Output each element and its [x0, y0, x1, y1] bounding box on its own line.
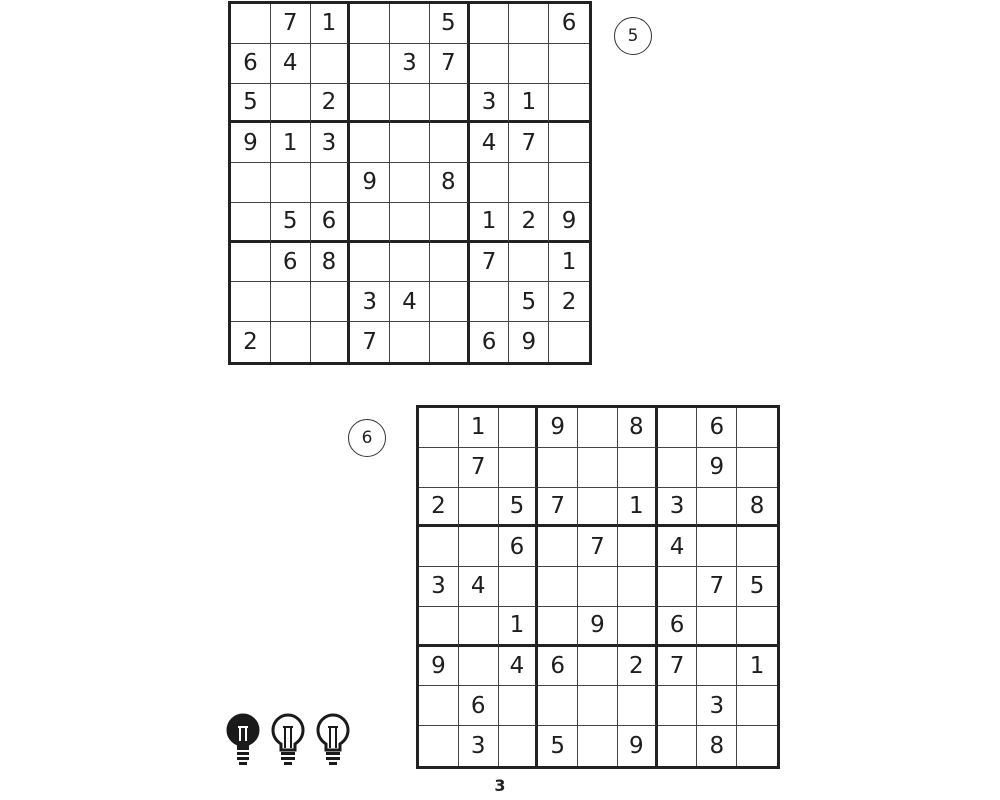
sudoku-cell — [430, 322, 470, 362]
sudoku-cell: 8 — [430, 163, 470, 203]
sudoku-cell — [538, 686, 578, 726]
sudoku-grid-puzzle-6 — [416, 405, 780, 769]
difficulty-rating — [224, 712, 352, 768]
sudoku-cell — [578, 686, 618, 726]
sudoku-cell: 1 — [618, 488, 658, 528]
lightbulb-icon-outline — [314, 712, 352, 768]
sudoku-cell — [499, 726, 539, 766]
sudoku-cell — [311, 322, 351, 362]
sudoku-cell — [538, 527, 578, 567]
sudoku-cell — [618, 567, 658, 607]
sudoku-cell: 9 — [350, 163, 390, 203]
sudoku-cell — [499, 686, 539, 726]
sudoku-cell — [509, 243, 549, 283]
sudoku-cell: 3 — [459, 726, 499, 766]
sudoku-cell — [350, 123, 390, 163]
sudoku-cell — [271, 322, 311, 362]
sudoku-cell: 6 — [231, 44, 271, 84]
sudoku-cell: 7 — [470, 243, 510, 283]
sudoku-cell — [430, 282, 470, 322]
sudoku-cell — [737, 726, 777, 766]
sudoku-cell: 9 — [231, 123, 271, 163]
sudoku-cell — [390, 123, 430, 163]
sudoku-cell: 8 — [697, 726, 737, 766]
sudoku-cell: 6 — [658, 607, 698, 647]
sudoku-cell — [549, 163, 589, 203]
sudoku-cell: 1 — [737, 647, 777, 687]
sudoku-cell: 2 — [509, 203, 549, 243]
sudoku-cell: 1 — [470, 203, 510, 243]
sudoku-cell — [697, 607, 737, 647]
sudoku-cell — [311, 44, 351, 84]
sudoku-cell — [459, 647, 499, 687]
sudoku-cell — [509, 4, 549, 44]
sudoku-cell — [538, 567, 578, 607]
sudoku-cell — [549, 44, 589, 84]
sudoku-cell — [419, 686, 459, 726]
sudoku-cell — [311, 163, 351, 203]
sudoku-cell — [430, 203, 470, 243]
sudoku-cell — [459, 488, 499, 528]
sudoku-cell: 4 — [271, 44, 311, 84]
lightbulb-icon-filled — [224, 712, 262, 768]
sudoku-cell — [419, 607, 459, 647]
sudoku-cell — [618, 686, 658, 726]
sudoku-cell — [470, 4, 510, 44]
sudoku-cell: 7 — [430, 44, 470, 84]
sudoku-cell — [390, 4, 430, 44]
sudoku-cell: 7 — [509, 123, 549, 163]
sudoku-cell — [390, 322, 430, 362]
sudoku-cell: 3 — [350, 282, 390, 322]
sudoku-cell: 1 — [271, 123, 311, 163]
puzzle-number-badge: 6 — [348, 419, 386, 457]
sudoku-cell: 2 — [231, 322, 271, 362]
sudoku-cell — [578, 647, 618, 687]
sudoku-cell: 7 — [538, 488, 578, 528]
sudoku-cell — [578, 448, 618, 488]
sudoku-cell: 2 — [618, 647, 658, 687]
sudoku-cell: 9 — [697, 448, 737, 488]
sudoku-cell: 5 — [509, 282, 549, 322]
sudoku-cell — [578, 726, 618, 766]
sudoku-cell — [549, 84, 589, 124]
sudoku-cell — [509, 163, 549, 203]
sudoku-cell: 6 — [538, 647, 578, 687]
sudoku-cell: 4 — [658, 527, 698, 567]
sudoku-grid-puzzle-5 — [228, 1, 592, 365]
sudoku-cell — [658, 686, 698, 726]
sudoku-cell — [430, 84, 470, 124]
sudoku-cell — [538, 448, 578, 488]
sudoku-cell — [618, 448, 658, 488]
sudoku-cell — [499, 448, 539, 488]
page-number: 3 — [494, 776, 506, 795]
sudoku-cell: 2 — [311, 84, 351, 124]
sudoku-cell — [658, 408, 698, 448]
sudoku-cell — [231, 203, 271, 243]
sudoku-cell — [737, 607, 777, 647]
sudoku-cell — [390, 163, 430, 203]
sudoku-cell: 7 — [578, 527, 618, 567]
sudoku-cell — [737, 686, 777, 726]
sudoku-cell — [231, 243, 271, 283]
sudoku-cell: 4 — [459, 567, 499, 607]
sudoku-cell — [470, 282, 510, 322]
sudoku-cell — [350, 243, 390, 283]
sudoku-cell: 3 — [658, 488, 698, 528]
sudoku-cell — [578, 567, 618, 607]
sudoku-cell: 7 — [271, 4, 311, 44]
sudoku-cell: 8 — [737, 488, 777, 528]
sudoku-cell: 9 — [509, 322, 549, 362]
sudoku-cell — [390, 84, 430, 124]
sudoku-cell — [390, 243, 430, 283]
sudoku-cell — [737, 408, 777, 448]
sudoku-cell: 5 — [499, 488, 539, 528]
sudoku-cell — [578, 488, 618, 528]
sudoku-cell — [618, 607, 658, 647]
sudoku-cell: 3 — [390, 44, 430, 84]
sudoku-cell: 1 — [499, 607, 539, 647]
lightbulb-icon-outline — [269, 712, 307, 768]
sudoku-cell — [459, 607, 499, 647]
sudoku-cell — [459, 527, 499, 567]
sudoku-cell — [231, 282, 271, 322]
sudoku-cell — [549, 123, 589, 163]
sudoku-cell: 6 — [499, 527, 539, 567]
sudoku-cell — [430, 243, 470, 283]
puzzle-number-badge: 5 — [614, 17, 652, 55]
sudoku-cell — [549, 322, 589, 362]
sudoku-cell: 1 — [311, 4, 351, 44]
sudoku-cell: 1 — [509, 84, 549, 124]
sudoku-cell: 8 — [311, 243, 351, 283]
sudoku-cell: 9 — [618, 726, 658, 766]
sudoku-cell: 6 — [697, 408, 737, 448]
sudoku-cell: 3 — [311, 123, 351, 163]
sudoku-cell: 6 — [271, 243, 311, 283]
sudoku-cell — [578, 408, 618, 448]
sudoku-cell — [697, 527, 737, 567]
sudoku-cell — [419, 726, 459, 766]
sudoku-cell — [419, 408, 459, 448]
sudoku-cell — [271, 84, 311, 124]
sudoku-cell: 5 — [430, 4, 470, 44]
sudoku-cell: 2 — [549, 282, 589, 322]
sudoku-cell: 4 — [390, 282, 430, 322]
sudoku-cell: 7 — [658, 647, 698, 687]
sudoku-cell: 6 — [459, 686, 499, 726]
sudoku-cell: 5 — [737, 567, 777, 607]
sudoku-cell: 4 — [470, 123, 510, 163]
sudoku-cell: 6 — [549, 4, 589, 44]
sudoku-cell: 7 — [459, 448, 499, 488]
sudoku-cell — [311, 282, 351, 322]
sudoku-cell: 5 — [271, 203, 311, 243]
sudoku-cell — [271, 163, 311, 203]
sudoku-cell: 6 — [311, 203, 351, 243]
sudoku-cell — [350, 44, 390, 84]
sudoku-cell — [430, 123, 470, 163]
sudoku-cell: 6 — [470, 322, 510, 362]
sudoku-cell — [737, 448, 777, 488]
sudoku-cell — [390, 203, 430, 243]
sudoku-cell: 5 — [538, 726, 578, 766]
sudoku-cell — [509, 44, 549, 84]
sudoku-cell — [499, 408, 539, 448]
sudoku-cell: 8 — [618, 408, 658, 448]
sudoku-cell: 5 — [231, 84, 271, 124]
sudoku-cell — [697, 488, 737, 528]
sudoku-cell: 9 — [578, 607, 618, 647]
sudoku-cell: 7 — [350, 322, 390, 362]
sudoku-cell: 3 — [470, 84, 510, 124]
sudoku-cell — [737, 527, 777, 567]
sudoku-cell: 7 — [697, 567, 737, 607]
sudoku-cell — [350, 4, 390, 44]
sudoku-cell: 2 — [419, 488, 459, 528]
sudoku-cell — [231, 163, 271, 203]
sudoku-cell: 1 — [459, 408, 499, 448]
sudoku-cell — [350, 203, 390, 243]
sudoku-cell — [697, 647, 737, 687]
sudoku-cell: 9 — [549, 203, 589, 243]
sudoku-cell — [419, 448, 459, 488]
sudoku-cell — [618, 527, 658, 567]
sudoku-cell — [658, 726, 698, 766]
sudoku-cell — [231, 4, 271, 44]
sudoku-cell: 3 — [697, 686, 737, 726]
sudoku-cell — [538, 607, 578, 647]
sudoku-cell — [470, 44, 510, 84]
sudoku-cell — [499, 567, 539, 607]
sudoku-cell: 1 — [549, 243, 589, 283]
sudoku-cell — [350, 84, 390, 124]
sudoku-cell — [271, 282, 311, 322]
sudoku-cell — [658, 448, 698, 488]
sudoku-cell — [658, 567, 698, 607]
sudoku-cell: 3 — [419, 567, 459, 607]
sudoku-cell: 9 — [538, 408, 578, 448]
sudoku-cell — [419, 527, 459, 567]
sudoku-cell: 4 — [499, 647, 539, 687]
sudoku-cell — [470, 163, 510, 203]
sudoku-cell: 9 — [419, 647, 459, 687]
